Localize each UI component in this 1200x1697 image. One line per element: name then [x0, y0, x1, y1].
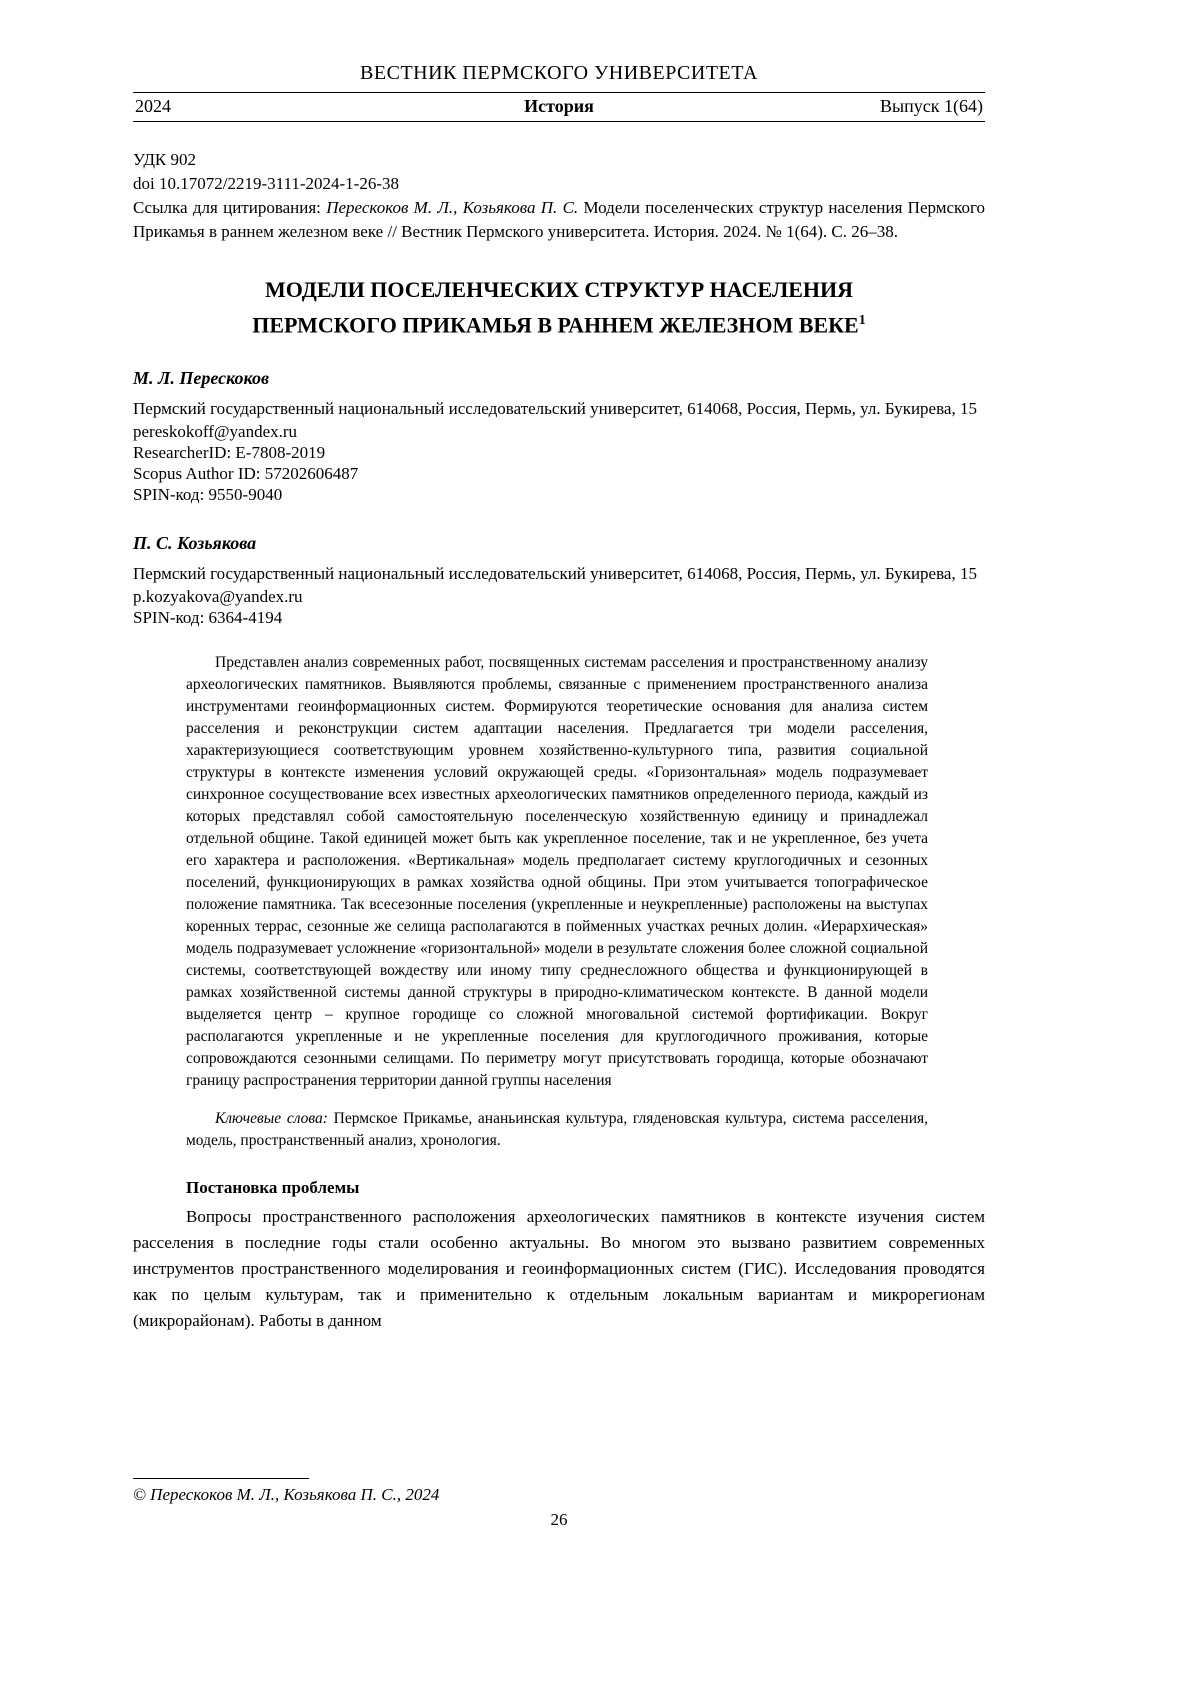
article-title-line2: ПЕРМСКОГО ПРИКАМЬЯ В РАННЕМ ЖЕЛЕЗНОМ ВЕКЕ — [252, 312, 859, 338]
article-meta — [133, 148, 985, 244]
author-name: П. С. Козьякова — [133, 533, 257, 554]
journal-masthead: ВЕСТНИК ПЕРМСКОГО УНИВЕРСИТЕТА — [360, 62, 758, 84]
author-affiliation: Пермский государственный национальный исследовательский университет, 614068, Россия, Пермь, ул. Букирева, 15 — [133, 399, 977, 419]
footer-rule — [133, 1478, 309, 1479]
author-email: p.kozyakova@yandex.ru — [133, 587, 303, 607]
doi-line: doi 10.17072/2219-3111-2024-1-26-38 — [133, 174, 399, 193]
journal-header-row — [133, 93, 985, 121]
author-scopus-id: Scopus Author ID: 57202606487 — [133, 464, 359, 484]
page-number: 26 — [550, 1510, 568, 1529]
article-title — [133, 274, 985, 340]
citation-authors: Перескоков М. Л., Козьякова П. С. — [326, 198, 579, 217]
copyright-line: © Перескоков М. Л., Козьякова П. С., 2024 — [133, 1485, 440, 1504]
author-affiliation: Пермский государственный национальный исследовательский университет, 614068, Россия, Пермь, ул. Букирева, 15 — [133, 564, 977, 584]
author-block-pereskokov — [133, 368, 985, 505]
citation-rest: Модели поселенческих структур населения Пермского Прикамья в раннем железном веке // Вестник Пермского университета. История. 2024. № 1(64). С. 26–38. — [133, 198, 985, 241]
citation-label: Ссылка для цитирования: — [133, 198, 327, 217]
keywords-label: Ключевые слова: — [215, 1110, 328, 1128]
abstract-text: Представлен анализ современных работ, посвященных системам расселения и пространственному анализу археологических памятников. Выявляются проблемы, связанные с применением пространственного анализа инструментами геоинформационных систем. Формируются теоретические основания для анализа систем расселения и реконструкции систем адаптации населения. Предлагается три модели расселения, характеризующиеся соответствующим уровнем хозяйственно-культурного типа, развития социальной структуры в контексте изменения условий окружающей среды. «Горизонтальная» модель подразумевает синхронное сосуществование всех известных археологических памятников определенного периода, каждый из которых представлял собой самостоятельную поселенческую хозяйственную единицу и принадлежал отдельной общине. Такой единицей может быть как укрепленное поселение, так и не укрепленное, без учета его характера и расположения. «Вертикальная» модель предполагает систему круглогодичных и сезонных поселений, функционирующих в рамках хозяйства одной общины. При этом учитывается топографическое положение памятника. Так всесезонные поселения (укрепленные и неукрепленные) расположены на выступах коренных террас, сезонные же селища располагаются в пойменных участках речных долин. «Иерархическая» модель подразумевает усложнение «горизонтальной» модели в результате сложения более сложной социальной системы, соответствующей вождеству или иному типу среднесложного общества и функционирующей в рамках хозяйственной системы данной структуры в природно-климатическом контексте. В данной модели выделяется центр – крупное городище со сложной многовальной системой фортификации. Вокруг располагаются укрепленные и не укрепленные поселения для круглогодичного проживания, которые сопровождаются сезонными селищами. По периметру могут присутствовать городища, которые обозначают границу распространения территории данной группы населения — [186, 654, 928, 1090]
body-paragraph: Вопросы пространственного расположения археологических памятников в контексте изучения систем расселения в последние годы стали особенно актуальны. Во многом это вызвано развитием современных инструментов пространственного моделирования и геоинформационных систем (ГИС). Исследования проводятся как по целым культурам, так и применительно к отдельным локальным вариантам и микрорегионам (микрорайонам). Работы в данном — [133, 1207, 985, 1331]
title-footnote-marker: 1 — [858, 313, 866, 328]
author-block-kozyakova — [133, 533, 985, 628]
citation-line — [133, 196, 985, 244]
author-spin: SPIN-код: 6364-4194 — [133, 608, 283, 628]
keywords-line — [186, 1108, 928, 1152]
udk-line: УДК 902 — [133, 150, 197, 169]
journal-header — [133, 62, 985, 122]
author-spin: SPIN-код: 9550-9040 — [133, 485, 283, 505]
journal-issue: Выпуск 1(64) — [880, 96, 983, 116]
author-email: pereskokoff@yandex.ru — [133, 422, 298, 442]
article-title-line1: МОДЕЛИ ПОСЕЛЕНЧЕСКИХ СТРУКТУР НАСЕЛЕНИЯ — [264, 277, 854, 302]
journal-section: История — [524, 96, 594, 116]
author-name: М. Л. Перескоков — [133, 368, 270, 389]
journal-year: 2024 — [135, 96, 171, 116]
header-rule-bottom — [133, 121, 985, 122]
page-footer — [133, 1478, 985, 1530]
keywords-text: Пермское Прикамье, ананьинская культура, гляденовская культура, система расселения, модель, пространственный анализ, хронология. — [186, 1110, 928, 1150]
page-content — [133, 0, 985, 1334]
author-researcher-id: ResearcherID: E-7808-2019 — [133, 443, 326, 463]
section-heading: Постановка проблемы — [186, 1178, 360, 1198]
